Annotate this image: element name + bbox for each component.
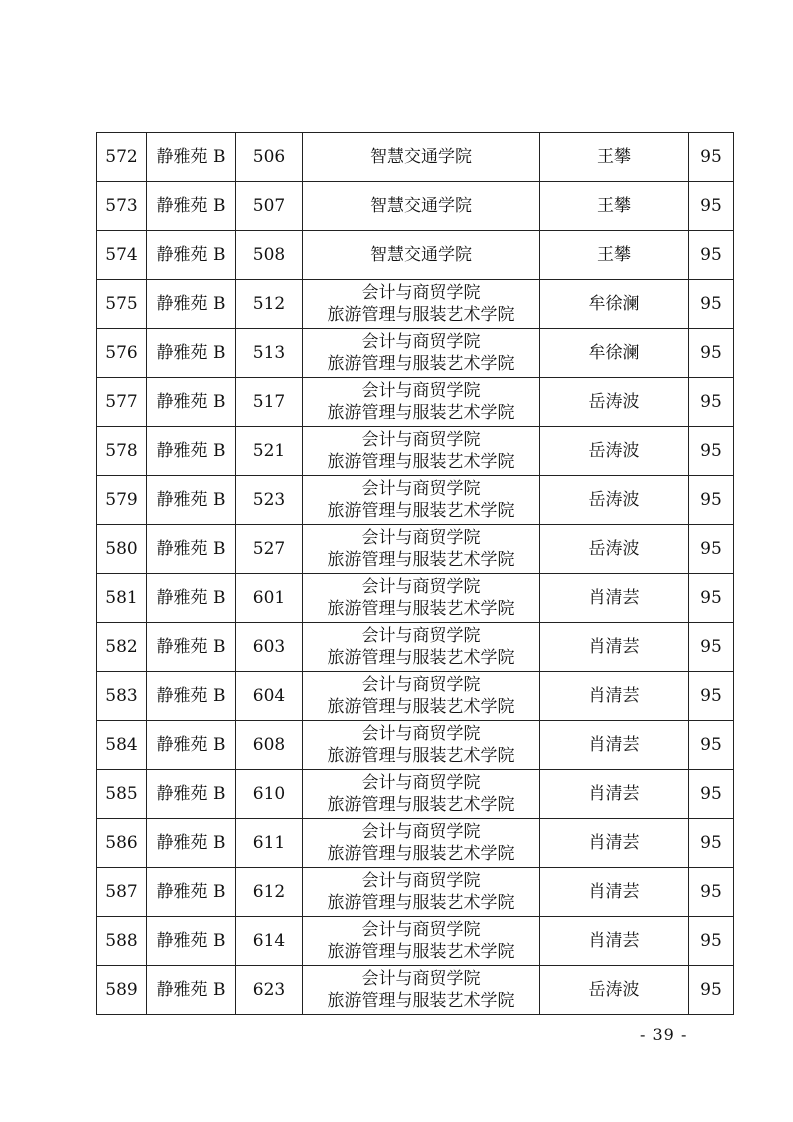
cell-college xyxy=(303,917,540,966)
college-line: 旅游管理与服装艺术学院 xyxy=(327,354,515,374)
college-line: 会计与商贸学院 xyxy=(361,577,481,597)
cell-number: 573 xyxy=(97,182,147,231)
cell-score: 95 xyxy=(689,378,734,427)
cell-person: 岳涛波 xyxy=(540,378,689,427)
college-line: 旅游管理与服装艺术学院 xyxy=(327,795,515,815)
cell-room: 512 xyxy=(236,280,303,329)
college-line: 智慧交通学院 xyxy=(370,147,472,167)
table-row xyxy=(97,182,734,231)
cell-building: 静雅苑 B xyxy=(147,182,236,231)
college-line: 会计与商贸学院 xyxy=(361,822,481,842)
cell-number: 588 xyxy=(97,917,147,966)
table-row xyxy=(97,966,734,1015)
cell-score: 95 xyxy=(689,476,734,525)
cell-building: 静雅苑 B xyxy=(147,476,236,525)
cell-room: 612 xyxy=(236,868,303,917)
cell-college xyxy=(303,672,540,721)
cell-room: 604 xyxy=(236,672,303,721)
cell-room: 527 xyxy=(236,525,303,574)
cell-room: 610 xyxy=(236,770,303,819)
cell-score: 95 xyxy=(689,133,734,182)
cell-room: 623 xyxy=(236,966,303,1015)
cell-room: 523 xyxy=(236,476,303,525)
cell-building: 静雅苑 B xyxy=(147,721,236,770)
college-line: 会计与商贸学院 xyxy=(361,283,481,303)
cell-building: 静雅苑 B xyxy=(147,378,236,427)
college-line: 旅游管理与服装艺术学院 xyxy=(327,942,515,962)
table-row xyxy=(97,476,734,525)
cell-college xyxy=(303,623,540,672)
college-line: 旅游管理与服装艺术学院 xyxy=(327,452,515,472)
cell-room: 608 xyxy=(236,721,303,770)
cell-number: 584 xyxy=(97,721,147,770)
cell-building: 静雅苑 B xyxy=(147,868,236,917)
cell-room: 614 xyxy=(236,917,303,966)
cell-college xyxy=(303,819,540,868)
cell-building: 静雅苑 B xyxy=(147,672,236,721)
cell-number: 586 xyxy=(97,819,147,868)
table-row xyxy=(97,721,734,770)
cell-score: 95 xyxy=(689,917,734,966)
table-row xyxy=(97,770,734,819)
table-row xyxy=(97,672,734,721)
cell-person: 肖清芸 xyxy=(540,574,689,623)
cell-score: 95 xyxy=(689,182,734,231)
cell-college xyxy=(303,231,540,280)
table-row xyxy=(97,378,734,427)
college-line: 旅游管理与服装艺术学院 xyxy=(327,844,515,864)
cell-building: 静雅苑 B xyxy=(147,329,236,378)
table-row xyxy=(97,574,734,623)
cell-person: 肖清芸 xyxy=(540,672,689,721)
cell-number: 572 xyxy=(97,133,147,182)
cell-number: 585 xyxy=(97,770,147,819)
cell-person: 肖清芸 xyxy=(540,868,689,917)
college-line: 会计与商贸学院 xyxy=(361,969,481,989)
table-row xyxy=(97,280,734,329)
cell-college xyxy=(303,574,540,623)
cell-person: 牟徐澜 xyxy=(540,329,689,378)
cell-score: 95 xyxy=(689,770,734,819)
cell-building: 静雅苑 B xyxy=(147,623,236,672)
cell-person: 肖清芸 xyxy=(540,721,689,770)
cell-score: 95 xyxy=(689,623,734,672)
table-row xyxy=(97,329,734,378)
cell-room: 507 xyxy=(236,182,303,231)
cell-college xyxy=(303,182,540,231)
cell-building: 静雅苑 B xyxy=(147,280,236,329)
cell-score: 95 xyxy=(689,819,734,868)
college-line: 会计与商贸学院 xyxy=(361,332,481,352)
cell-building: 静雅苑 B xyxy=(147,966,236,1015)
college-line: 会计与商贸学院 xyxy=(361,528,481,548)
cell-building: 静雅苑 B xyxy=(147,770,236,819)
cell-building: 静雅苑 B xyxy=(147,525,236,574)
cell-room: 603 xyxy=(236,623,303,672)
cell-person: 岳涛波 xyxy=(540,525,689,574)
cell-number: 576 xyxy=(97,329,147,378)
cell-score: 95 xyxy=(689,231,734,280)
table-row xyxy=(97,231,734,280)
cell-building: 静雅苑 B xyxy=(147,231,236,280)
cell-number: 579 xyxy=(97,476,147,525)
college-line: 会计与商贸学院 xyxy=(361,430,481,450)
cell-number: 589 xyxy=(97,966,147,1015)
college-line: 会计与商贸学院 xyxy=(361,675,481,695)
cell-number: 575 xyxy=(97,280,147,329)
college-line: 旅游管理与服装艺术学院 xyxy=(327,501,515,521)
cell-number: 583 xyxy=(97,672,147,721)
cell-score: 95 xyxy=(689,574,734,623)
table-row xyxy=(97,819,734,868)
cell-college xyxy=(303,868,540,917)
cell-score: 95 xyxy=(689,427,734,476)
college-line: 会计与商贸学院 xyxy=(361,479,481,499)
cell-score: 95 xyxy=(689,280,734,329)
cell-person: 肖清芸 xyxy=(540,623,689,672)
cell-college xyxy=(303,427,540,476)
college-line: 旅游管理与服装艺术学院 xyxy=(327,648,515,668)
cell-score: 95 xyxy=(689,672,734,721)
cell-number: 577 xyxy=(97,378,147,427)
table-row xyxy=(97,133,734,182)
cell-score: 95 xyxy=(689,525,734,574)
cell-college xyxy=(303,770,540,819)
table-row xyxy=(97,917,734,966)
cell-person: 王攀 xyxy=(540,182,689,231)
college-line: 会计与商贸学院 xyxy=(361,381,481,401)
college-line: 智慧交通学院 xyxy=(370,245,472,265)
college-line: 旅游管理与服装艺术学院 xyxy=(327,991,515,1011)
cell-person: 岳涛波 xyxy=(540,427,689,476)
cell-number: 587 xyxy=(97,868,147,917)
cell-college xyxy=(303,133,540,182)
table-row xyxy=(97,623,734,672)
table-body xyxy=(97,133,734,1015)
cell-room: 513 xyxy=(236,329,303,378)
cell-building: 静雅苑 B xyxy=(147,427,236,476)
cell-building: 静雅苑 B xyxy=(147,819,236,868)
cell-room: 601 xyxy=(236,574,303,623)
college-line: 会计与商贸学院 xyxy=(361,920,481,940)
cell-building: 静雅苑 B xyxy=(147,917,236,966)
page-number: - 39 - xyxy=(640,1025,688,1044)
cell-college xyxy=(303,329,540,378)
cell-person: 牟徐澜 xyxy=(540,280,689,329)
college-line: 旅游管理与服装艺术学院 xyxy=(327,599,515,619)
cell-number: 578 xyxy=(97,427,147,476)
cell-building: 静雅苑 B xyxy=(147,574,236,623)
college-line: 会计与商贸学院 xyxy=(361,773,481,793)
table-row xyxy=(97,868,734,917)
cell-person: 岳涛波 xyxy=(540,966,689,1015)
cell-college xyxy=(303,280,540,329)
cell-number: 580 xyxy=(97,525,147,574)
table-row xyxy=(97,525,734,574)
cell-person: 王攀 xyxy=(540,133,689,182)
college-line: 会计与商贸学院 xyxy=(361,724,481,744)
cell-person: 岳涛波 xyxy=(540,476,689,525)
cell-building: 静雅苑 B xyxy=(147,133,236,182)
cell-college xyxy=(303,525,540,574)
cell-score: 95 xyxy=(689,721,734,770)
college-line: 会计与商贸学院 xyxy=(361,626,481,646)
cell-person: 肖清芸 xyxy=(540,770,689,819)
cell-room: 508 xyxy=(236,231,303,280)
college-line: 旅游管理与服装艺术学院 xyxy=(327,550,515,570)
cell-college xyxy=(303,966,540,1015)
cell-room: 521 xyxy=(236,427,303,476)
cell-number: 581 xyxy=(97,574,147,623)
cell-number: 582 xyxy=(97,623,147,672)
college-line: 旅游管理与服装艺术学院 xyxy=(327,746,515,766)
cell-room: 611 xyxy=(236,819,303,868)
cell-score: 95 xyxy=(689,868,734,917)
cell-score: 95 xyxy=(689,329,734,378)
cell-person: 王攀 xyxy=(540,231,689,280)
cell-college xyxy=(303,721,540,770)
table-row xyxy=(97,427,734,476)
cell-room: 517 xyxy=(236,378,303,427)
cell-number: 574 xyxy=(97,231,147,280)
cell-college xyxy=(303,378,540,427)
cell-room: 506 xyxy=(236,133,303,182)
college-line: 旅游管理与服装艺术学院 xyxy=(327,893,515,913)
college-line: 智慧交通学院 xyxy=(370,196,472,216)
college-line: 会计与商贸学院 xyxy=(361,871,481,891)
cell-person: 肖清芸 xyxy=(540,917,689,966)
college-line: 旅游管理与服装艺术学院 xyxy=(327,305,515,325)
cell-college xyxy=(303,476,540,525)
college-line: 旅游管理与服装艺术学院 xyxy=(327,697,515,717)
dormitory-score-table xyxy=(96,132,734,1015)
cell-person: 肖清芸 xyxy=(540,819,689,868)
cell-score: 95 xyxy=(689,966,734,1015)
college-line: 旅游管理与服装艺术学院 xyxy=(327,403,515,423)
